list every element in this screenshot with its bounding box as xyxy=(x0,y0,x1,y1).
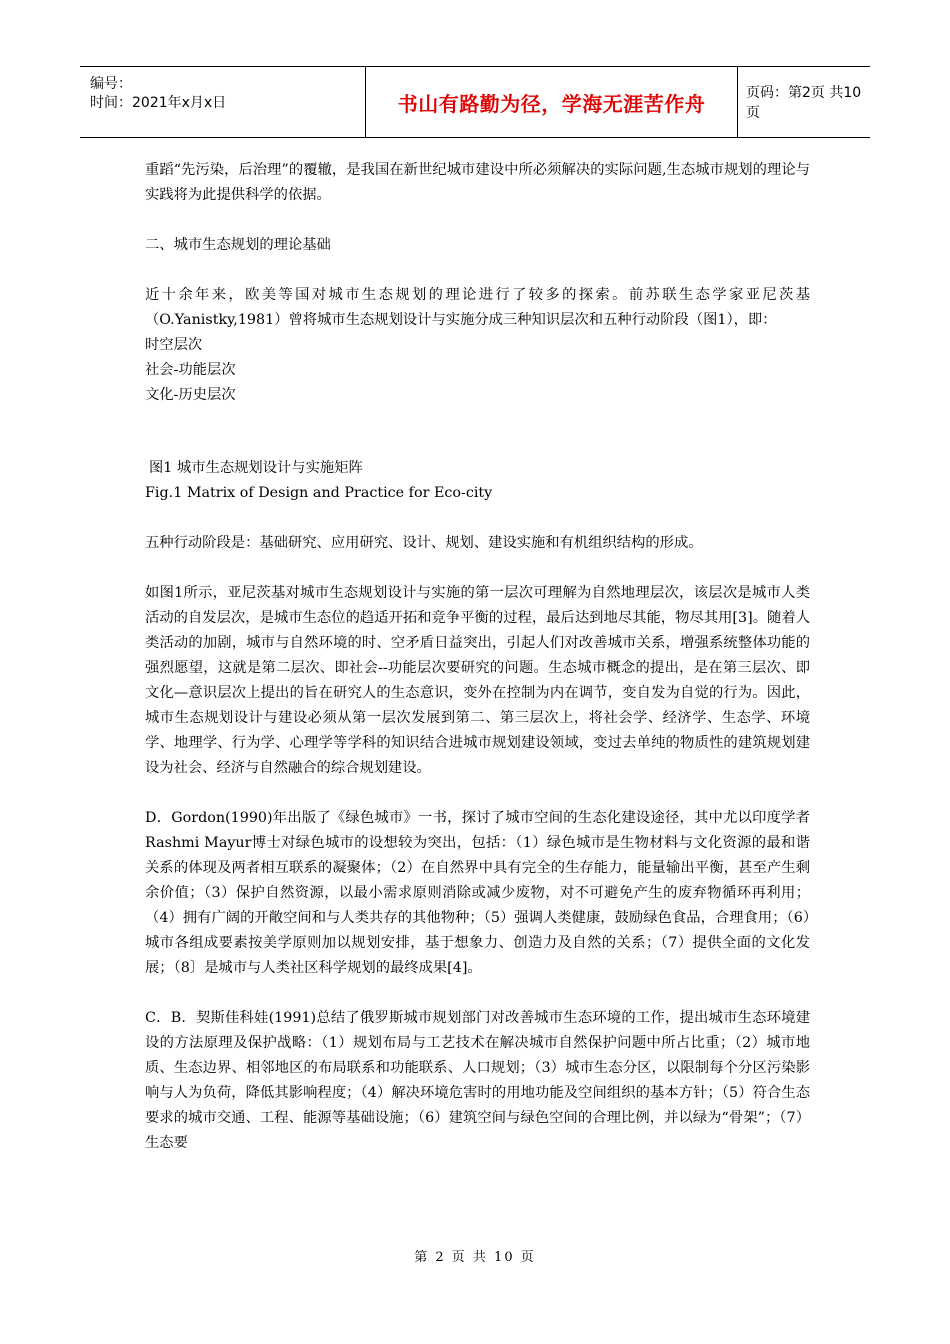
paragraph-intro: 重蹈“先污染，后治理”的覆辙，是我国在新世纪城市建设中所必须解决的实际问题,生态城市规划的理论与实践将为此提供科学的依据。 xyxy=(145,162,810,203)
paragraph-stages: 五种行动阶段是：基础研究、应用研究、设计、规划、建设实施和有机组织结构的形成。 xyxy=(145,535,703,551)
paragraph-figure1: 如图1所示，亚尼茨基对城市生态规划设计与实施的第一层次可理解为自然地理层次，该层次是城市人类活动的自发层次，是城市生态位的趋适开拓和竞争平衡的过程，最后达到地尽其能，物尽其用[3]。随着人类活动的加剧，城市与自然环境的时、空矛盾日益突出，引起人们对改善城市关系，增强系统整体功能的强烈愿望，这就是第二层次、即社会--功能层次要研究的问题。生态城市概念的提出，是在第三层次、即文化—意识层次上提出的旨在研究人的生态意识，变外在控制为内在调节，变自发为自觉的行为。因此，城市生态规划设计与建设必须从第一层次发展到第二、第三层次上，将社会学、经济学、生态学、环境学、地理学、行为学、心理学等学科的知识结合进城市规划建设领域，变过去单纯的物质性的建筑规划建设为社会、经济与自然融合的综合规划建设。 xyxy=(145,585,810,776)
section-title: 二、城市生态规划的理论基础 xyxy=(145,237,331,253)
spacer xyxy=(145,506,810,531)
number-label: 编号： xyxy=(90,76,132,92)
paragraph-chesjiakova: C．B．契斯佳科娃(1991)总结了俄罗斯城市规划部门对改善城市生态环境的工作，提出城市生态环境建设的方法原理及保护战略：（1）规划布局与工艺技术在解决城市自然保护问题中所占比重；（2）城市地质、生态边界、相邻地区的布局联系和功能联系、人口规划；（3）城市生态分区，以限制每个分区污染影响与人为负荷，降低其影响程度；（4）解决环境危害时的用地功能及空间组织的基本方针；（5）符合生态要求的城市交通、工程、能源等基础设施；（6）建筑空间与绿色空间的合理比例，并以绿为“骨架”；（7）生态要 xyxy=(145,1010,810,1151)
level-item: 社会-功能层次 xyxy=(145,362,236,378)
figure-placeholder-gap xyxy=(145,408,810,456)
header-motto: 书山有路勤为径，学海无涯苦作舟 xyxy=(366,67,738,137)
paragraph-theory: 近十余年来，欧美等国对城市生态规划的理论进行了较多的探索。前苏联生态学家亚尼茨基（O.Yanistky,1981）曾将城市生态规划设计与实施分成三种知识层次和五种行动阶段（图1），即： xyxy=(145,287,810,328)
page-footer: 第 2 页 共 10 页 xyxy=(414,1250,536,1265)
figure-caption-cn: 图1 城市生态规划设计与实施矩阵 xyxy=(149,460,363,476)
figure-caption-en: Fig.1 Matrix of Design and Practice for Eco-city xyxy=(145,485,493,501)
header-page-label: 页码：第2页 共10页 xyxy=(746,85,862,121)
level-item: 文化-历史层次 xyxy=(145,387,236,403)
page-header xyxy=(80,66,870,138)
level-item: 时空层次 xyxy=(145,337,203,353)
date-label: 时间：2021年x月x日 xyxy=(90,95,227,111)
paragraph-gordon: D．Gordon(1990)年出版了《绿色城市》一书，探讨了城市空间的生态化建设途径，其中尤以印度学者 Rashmi Mayur博士对绿色城市的设想较为突出，包括：（1）绿色城市是生物材料与文化资源的最和谐关系的体现及两者相互联系的凝聚体；（2）在自然界中具有完全的生存能力，能量输出平衡，甚至产生剩余价值；（3）保护自然资源，以最小需求原则消除或减少废物，对不可避免产生的废弃物循环再利用；（4）拥有广阔的开敞空间和与人类共存的其他物种；（5）强调人类健康，鼓励绿色食品，合理食用；（6）城市各组成要素按美学原则加以规划安排，基于想象力、创造力及自然的关系；（7）提供全面的文化发展；（8〕是城市与人类社区科学规划的最终成果[4]。 xyxy=(145,810,810,976)
header-meta xyxy=(80,67,366,137)
document-body xyxy=(145,158,810,1181)
